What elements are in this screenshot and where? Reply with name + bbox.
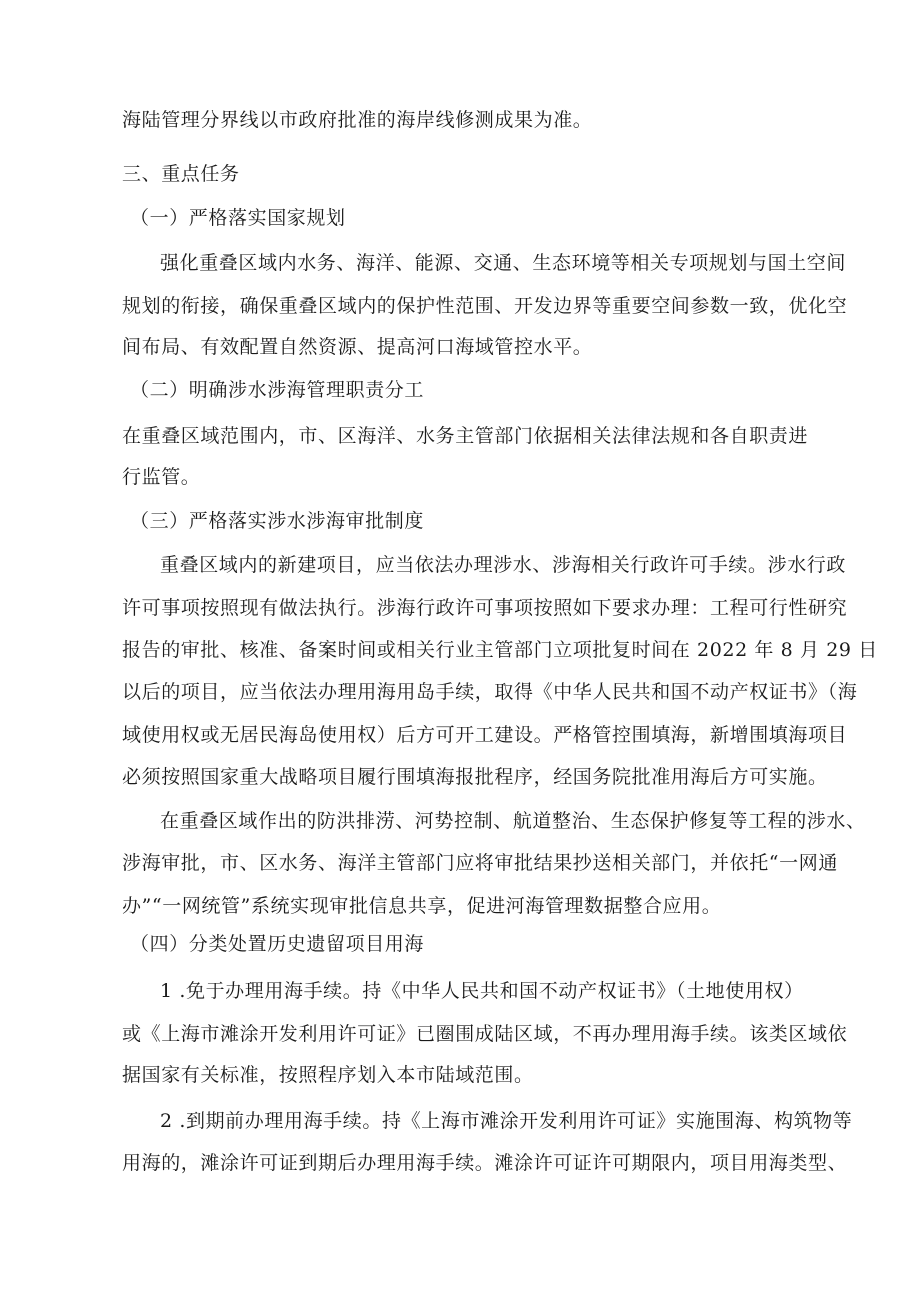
paragraph-line: 据国家有关标准，按照程序划入本市陆域范围。 [122, 1064, 534, 1086]
paragraph-line: 涉海审批，市、区水务、海洋主管部门应将审批结果抄送相关部门，并依托“一网通 [122, 852, 838, 874]
paragraph-line: 在重叠区域范围内，市、区海洋、水务主管部门依据相关法律法规和各自职责进 [122, 425, 809, 447]
section-heading: 三、重点任务 [122, 163, 240, 185]
numbered-item-line: 2 .到期前办理用海手续。持《上海市滩涂开发利用许可证》实施围海、构筑物等 [160, 1110, 853, 1132]
paragraph-line: 规划的衔接，确保重叠区域内的保护性范围、开发边界等重要空间参数一致，优化空 [122, 295, 848, 317]
paragraph-line: 必须按照国家重大战略项目履行围填海报批程序，经国务院批准用海后方可实施。 [122, 766, 828, 788]
subsection-heading: （四）分类处置历史遗留项目用海 [130, 933, 425, 955]
subsection-heading: （三）严格落实涉水涉海审批制度 [130, 510, 425, 532]
subsection-heading: （一）严格落实国家规划 [130, 207, 346, 229]
paragraph-line: 强化重叠区域内水务、海洋、能源、交通、生态环境等相关专项规划与国土空间 [160, 252, 847, 274]
subsection-heading: （二）明确涉水涉海管理职责分工 [130, 379, 425, 401]
paragraph-line: 间布局、有效配置自然资源、提高河口海域管控水平。 [122, 336, 593, 358]
paragraph-line: 许可事项按照现有做法执行。涉海行政许可事项按照如下要求办理：工程可行性研究 [122, 597, 848, 619]
paragraph-line: 重叠区域内的新建项目，应当依法办理涉水、涉海相关行政许可手续。涉水行政 [160, 554, 847, 576]
paragraph-line: 行监管。 [122, 466, 201, 488]
paragraph-line: 海陆管理分界线以市政府批准的海岸线修测成果为准。 [122, 109, 593, 131]
paragraph-line: 报告的审批、核准、备案时间或相关行业主管部门立项批复时间在 2022 年 8 月 29 日 [122, 639, 878, 661]
paragraph-line: 用海的，滩涂许可证到期后办理用海手续。滩涂许可证许可期限内，项目用海类型、 [122, 1152, 848, 1174]
paragraph-line: 办”“一网统管”系统实现审批信息共享，促进河海管理数据整合应用。 [122, 895, 722, 917]
paragraph-line: 以后的项目，应当依法办理用海用岛手续，取得《中华人民共和国不动产权证书》（海 [122, 681, 858, 703]
paragraph-line: 或《上海市滩涂开发利用许可证》已圈围成陆区域，不再办理用海手续。该类区域依 [122, 1023, 848, 1045]
numbered-item-line: 1 .免于办理用海手续。持《中华人民共和国不动产权证书》（土地使用权） [160, 980, 804, 1002]
paragraph-line: 在重叠区域作出的防洪排涝、河势控制、航道整治、生态保护修复等工程的涉水、 [160, 810, 866, 832]
paragraph-line: 域使用权或无居民海岛使用权）后方可开工建设。严格管控围填海，新增围填海项目 [122, 724, 848, 746]
